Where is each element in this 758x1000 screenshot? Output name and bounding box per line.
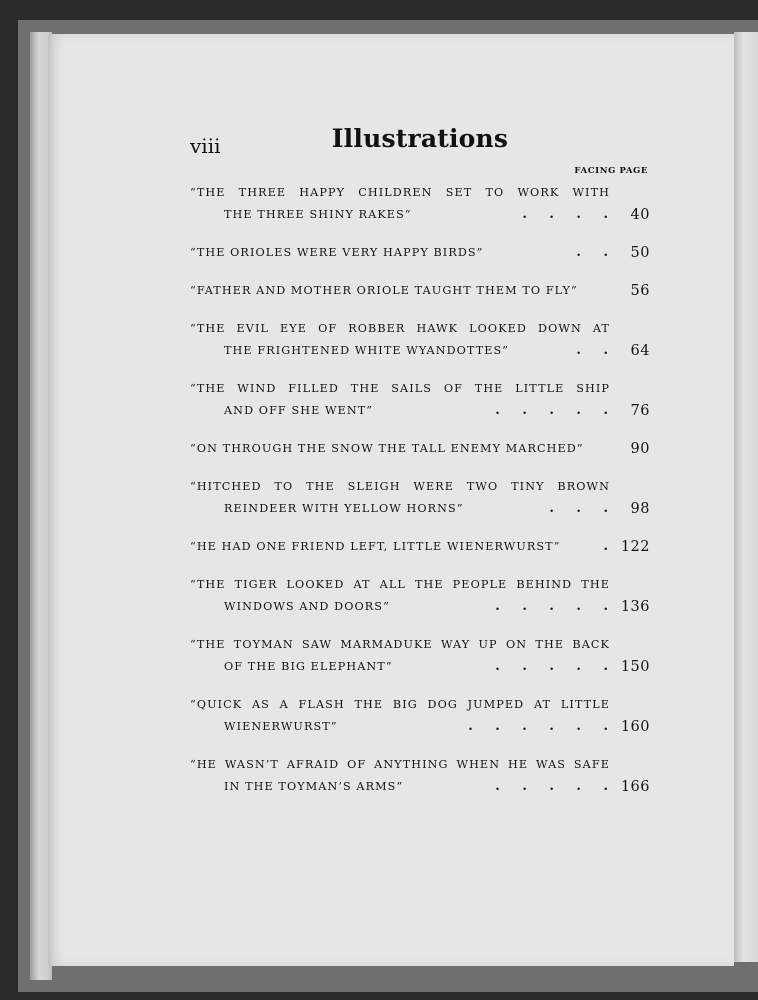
facing-page-number: 136 [620, 599, 650, 615]
caption-continuation-line [190, 204, 650, 226]
leader-dots: . . . . . [495, 599, 608, 614]
caption-text: WIENERWURST” [224, 720, 338, 733]
caption-text: “THE ORIOLES WERE VERY HAPPY BIRDS” [190, 246, 484, 259]
facing-page-number: 90 [630, 441, 650, 457]
caption-text: “THE EVIL EYE OF ROBBER HAWK LOOKED DOWN AT [190, 322, 610, 335]
caption-text: “HITCHED TO THE SLEIGH WERE TWO TINY BROWN [190, 480, 610, 493]
caption-text: “THE WIND FILLED THE SAILS OF THE LITTLE SHIP [190, 382, 610, 395]
list-item [190, 476, 650, 520]
leader-dots: . . [576, 343, 608, 358]
caption-text: “HE HAD ONE FRIEND LEFT, LITTLE WIENERWURST” [190, 540, 561, 553]
facing-page-number: 76 [630, 403, 650, 419]
caption-text: “FATHER AND MOTHER ORIOLE TAUGHT THEM TO FLY” [190, 284, 578, 297]
list-item [190, 182, 650, 226]
caption-continuation-line [190, 776, 650, 798]
caption-text: WINDOWS AND DOORS” [224, 600, 390, 613]
leader-dots: . . [576, 245, 608, 260]
list-item [190, 536, 650, 558]
leader-dots: . . . . . . [468, 719, 608, 734]
column-header: FACING PAGE [574, 166, 648, 176]
caption-line [190, 378, 650, 400]
page-number: viii [190, 134, 221, 158]
caption-line [190, 574, 650, 596]
caption-continuation-line [190, 596, 650, 618]
facing-page-number: 50 [630, 245, 650, 261]
caption-text: OF THE BIG ELEPHANT” [224, 660, 393, 673]
next-page-edge [734, 32, 758, 962]
caption-continuation-line [190, 340, 650, 362]
caption-line [190, 694, 650, 716]
list-item [190, 754, 650, 798]
caption-line [190, 476, 650, 498]
caption-text: THE FRIGHTENED WHITE WYANDOTTES” [224, 344, 510, 357]
facing-page-number: 40 [630, 207, 650, 223]
caption-line [190, 754, 650, 776]
caption-text: “HE WASN’T AFRAID OF ANYTHING WHEN HE WAS SAFE [190, 758, 610, 771]
list-item [190, 634, 650, 678]
leader-dots: . [603, 539, 608, 554]
caption-text: AND OFF SHE WENT” [224, 404, 374, 417]
caption-line [190, 536, 650, 558]
caption-text: “QUICK AS A FLASH THE BIG DOG JUMPED AT LITTLE [190, 698, 610, 711]
caption-text: “THE TOYMAN SAW MARMADUKE WAY UP ON THE BACK [190, 638, 610, 651]
leader-dots: . . . . [522, 207, 608, 222]
page-title: Illustrations [331, 124, 509, 153]
caption-text: “ON THROUGH THE SNOW THE TALL ENEMY MARCHED” [190, 442, 584, 455]
caption-line [190, 634, 650, 656]
caption-line [190, 182, 650, 204]
caption-continuation-line [190, 400, 650, 422]
caption-text: THE THREE SHINY RAKES” [224, 208, 412, 221]
facing-page-number: 122 [620, 539, 650, 555]
list-item [190, 694, 650, 738]
caption-line [190, 280, 650, 302]
list-item [190, 318, 650, 362]
facing-page-number: 98 [630, 501, 650, 517]
facing-page-number: 56 [630, 283, 650, 299]
list-item [190, 280, 650, 302]
caption-text: IN THE TOYMAN’S ARMS” [224, 780, 404, 793]
caption-line [190, 438, 650, 460]
caption-line [190, 318, 650, 340]
leader-dots: . . . . . [495, 779, 608, 794]
list-item [190, 574, 650, 618]
list-item [190, 378, 650, 422]
facing-page-number: 150 [620, 659, 650, 675]
leader-dots: . . . . . [495, 659, 608, 674]
leader-dots: . . . [549, 501, 608, 516]
facing-page-number: 166 [620, 779, 650, 795]
list-item [190, 242, 650, 264]
leader-dots: . . . . . [495, 403, 608, 418]
caption-text: REINDEER WITH YELLOW HORNS” [224, 502, 464, 515]
facing-page-number: 64 [630, 343, 650, 359]
illustrations-list [190, 182, 650, 814]
caption-text: “THE TIGER LOOKED AT ALL THE PEOPLE BEHIND THE [190, 578, 610, 591]
facing-page-number: 160 [620, 719, 650, 735]
caption-line [190, 242, 650, 264]
caption-continuation-line [190, 656, 650, 678]
caption-continuation-line [190, 716, 650, 738]
list-item [190, 438, 650, 460]
caption-continuation-line [190, 498, 650, 520]
caption-text: “THE THREE HAPPY CHILDREN SET TO WORK WITH [190, 186, 610, 199]
